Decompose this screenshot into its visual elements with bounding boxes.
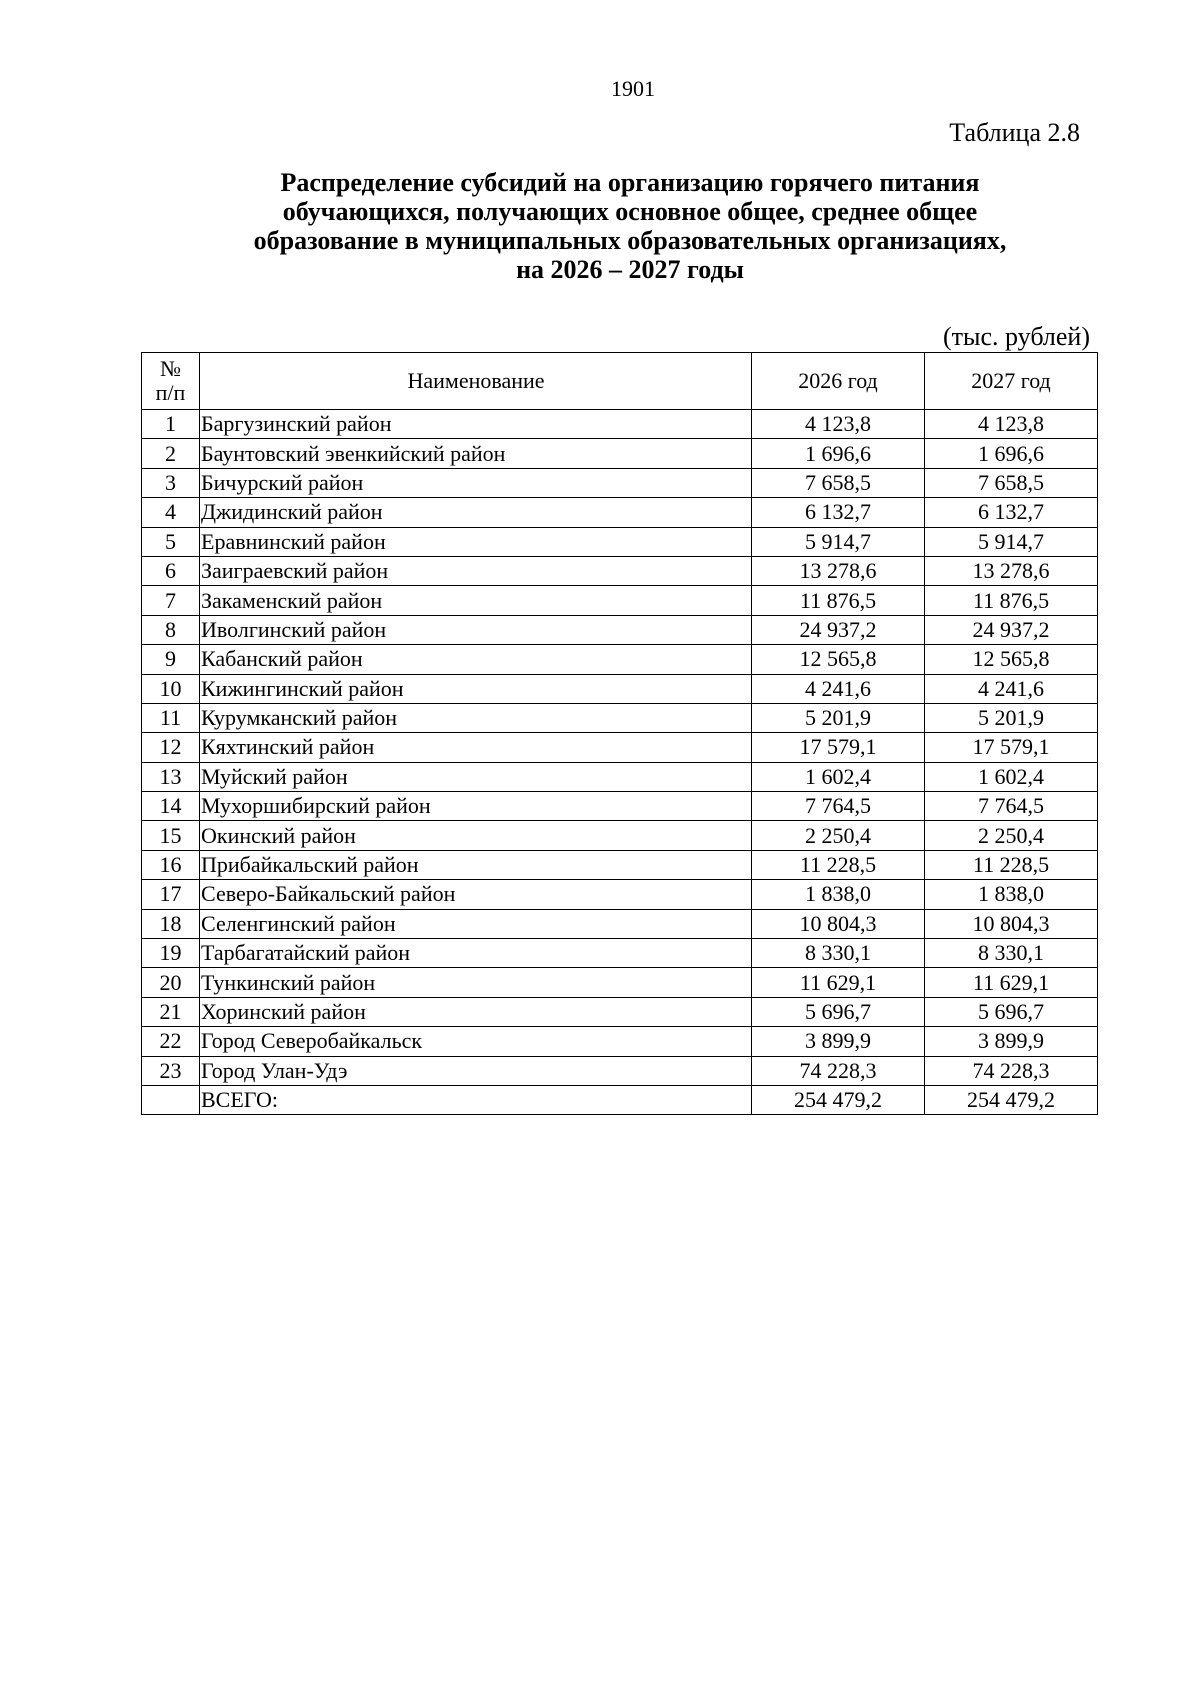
row-value-2027: 4 241,6 <box>925 674 1098 703</box>
row-value-2027: 11 876,5 <box>925 586 1098 615</box>
row-name: Муйский район <box>200 762 752 791</box>
row-number: 21 <box>142 997 200 1026</box>
row-name: Северо-Байкальский район <box>200 880 752 909</box>
header-number <box>142 353 200 410</box>
row-value-2027: 3 899,9 <box>925 1027 1098 1056</box>
table-label: Таблица 2.8 <box>949 118 1080 147</box>
row-number: 20 <box>142 968 200 997</box>
row-value-2027: 1 838,0 <box>925 880 1098 909</box>
row-name: Курумканский район <box>200 703 752 732</box>
row-value-2026: 11 228,5 <box>752 850 925 879</box>
row-value-2027: 8 330,1 <box>925 939 1098 968</box>
table-row <box>142 498 1098 527</box>
row-name: Иволгинский район <box>200 615 752 644</box>
table-row <box>142 468 1098 497</box>
row-name: Прибайкальский район <box>200 850 752 879</box>
row-value-2026: 12 565,8 <box>752 645 925 674</box>
row-name: Мухоршибирский район <box>200 792 752 821</box>
row-number: 8 <box>142 615 200 644</box>
header-number-line2: п/п <box>155 380 186 405</box>
row-value-2027: 6 132,7 <box>925 498 1098 527</box>
row-value-2027: 74 228,3 <box>925 1056 1098 1085</box>
row-value-2027: 5 696,7 <box>925 997 1098 1026</box>
row-number: 1 <box>142 410 200 439</box>
row-value-2026: 2 250,4 <box>752 821 925 850</box>
row-number: 2 <box>142 439 200 468</box>
row-number: 22 <box>142 1027 200 1056</box>
total-label: ВСЕГО: <box>200 1085 752 1114</box>
row-value-2026: 7 764,5 <box>752 792 925 821</box>
row-value-2027: 10 804,3 <box>925 909 1098 938</box>
row-value-2027: 4 123,8 <box>925 410 1098 439</box>
table-row <box>142 792 1098 821</box>
table-row <box>142 674 1098 703</box>
table-row <box>142 733 1098 762</box>
table-row <box>142 850 1098 879</box>
row-name: Заиграевский район <box>200 556 752 585</box>
header-number-line1: № <box>160 356 181 381</box>
row-value-2026: 11 629,1 <box>752 968 925 997</box>
row-value-2027: 24 937,2 <box>925 615 1098 644</box>
row-number: 6 <box>142 556 200 585</box>
row-name: Еравнинский район <box>200 527 752 556</box>
row-name: Хоринский район <box>200 997 752 1026</box>
table-row <box>142 703 1098 732</box>
row-number: 15 <box>142 821 200 850</box>
table-row <box>142 556 1098 585</box>
row-name: Тарбагатайский район <box>200 939 752 968</box>
row-value-2027: 5 201,9 <box>925 703 1098 732</box>
table-row <box>142 586 1098 615</box>
document-title <box>140 168 1120 284</box>
row-name: Кабанский район <box>200 645 752 674</box>
header-year-2026: 2026 год <box>752 353 925 410</box>
table-row <box>142 410 1098 439</box>
table-row <box>142 821 1098 850</box>
row-name: Тункинский район <box>200 968 752 997</box>
table-row <box>142 527 1098 556</box>
row-name: Селенгинский район <box>200 909 752 938</box>
total-value-2026: 254 479,2 <box>752 1085 925 1114</box>
table-row <box>142 939 1098 968</box>
row-value-2026: 24 937,2 <box>752 615 925 644</box>
total-number <box>142 1085 200 1114</box>
table-row <box>142 439 1098 468</box>
row-number: 23 <box>142 1056 200 1085</box>
row-name: Окинский район <box>200 821 752 850</box>
row-number: 5 <box>142 527 200 556</box>
row-number: 10 <box>142 674 200 703</box>
row-name: Баунтовский эвенкийский район <box>200 439 752 468</box>
row-value-2026: 8 330,1 <box>752 939 925 968</box>
row-value-2026: 5 201,9 <box>752 703 925 732</box>
row-name: Бичурский район <box>200 468 752 497</box>
row-number: 13 <box>142 762 200 791</box>
row-value-2027: 17 579,1 <box>925 733 1098 762</box>
table-row <box>142 880 1098 909</box>
page-number: 1901 <box>611 76 655 101</box>
row-value-2026: 17 579,1 <box>752 733 925 762</box>
header-row <box>142 353 1098 410</box>
row-value-2026: 1 838,0 <box>752 880 925 909</box>
table-row <box>142 997 1098 1026</box>
table-row <box>142 762 1098 791</box>
row-number: 9 <box>142 645 200 674</box>
table-row <box>142 645 1098 674</box>
title-line: образование в муниципальных образовательных организациях, <box>253 226 1007 255</box>
row-number: 4 <box>142 498 200 527</box>
header-year-2027: 2027 год <box>925 353 1098 410</box>
table-row <box>142 1027 1098 1056</box>
row-number: 14 <box>142 792 200 821</box>
row-name: Город Улан-Удэ <box>200 1056 752 1085</box>
row-value-2027: 12 565,8 <box>925 645 1098 674</box>
title-line: на 2026 – 2027 годы <box>516 255 744 284</box>
row-number: 19 <box>142 939 200 968</box>
title-line: Распределение субсидий на организацию горячего питания <box>280 168 980 197</box>
row-number: 3 <box>142 468 200 497</box>
row-value-2027: 1 602,4 <box>925 762 1098 791</box>
row-value-2026: 1 602,4 <box>752 762 925 791</box>
units-label: (тыс. рублей) <box>942 322 1090 351</box>
row-value-2027: 11 629,1 <box>925 968 1098 997</box>
row-value-2026: 74 228,3 <box>752 1056 925 1085</box>
row-name: Джидинский район <box>200 498 752 527</box>
row-value-2027: 11 228,5 <box>925 850 1098 879</box>
row-value-2027: 7 764,5 <box>925 792 1098 821</box>
row-value-2026: 4 123,8 <box>752 410 925 439</box>
row-value-2027: 1 696,6 <box>925 439 1098 468</box>
table-header <box>142 353 1098 410</box>
row-value-2026: 3 899,9 <box>752 1027 925 1056</box>
title-line: обучающихся, получающих основное общее, среднее общее <box>282 197 978 226</box>
row-value-2026: 13 278,6 <box>752 556 925 585</box>
row-number: 17 <box>142 880 200 909</box>
subsidy-table <box>141 352 1098 1115</box>
row-value-2026: 4 241,6 <box>752 674 925 703</box>
header-name: Наименование <box>200 353 752 410</box>
row-value-2026: 7 658,5 <box>752 468 925 497</box>
row-value-2027: 5 914,7 <box>925 527 1098 556</box>
total-row <box>142 1085 1098 1114</box>
total-value-2027: 254 479,2 <box>925 1085 1098 1114</box>
row-name: Кижингинский район <box>200 674 752 703</box>
row-value-2026: 10 804,3 <box>752 909 925 938</box>
table-row <box>142 909 1098 938</box>
row-value-2026: 1 696,6 <box>752 439 925 468</box>
row-value-2026: 5 696,7 <box>752 997 925 1026</box>
table-row <box>142 1056 1098 1085</box>
row-name: Город Северобайкальск <box>200 1027 752 1056</box>
row-number: 12 <box>142 733 200 762</box>
row-number: 16 <box>142 850 200 879</box>
row-number: 18 <box>142 909 200 938</box>
row-value-2026: 6 132,7 <box>752 498 925 527</box>
table-row <box>142 615 1098 644</box>
row-value-2026: 5 914,7 <box>752 527 925 556</box>
row-value-2027: 13 278,6 <box>925 556 1098 585</box>
table-row <box>142 968 1098 997</box>
row-name: Кяхтинский район <box>200 733 752 762</box>
row-number: 11 <box>142 703 200 732</box>
row-value-2027: 2 250,4 <box>925 821 1098 850</box>
row-value-2026: 11 876,5 <box>752 586 925 615</box>
row-name: Закаменский район <box>200 586 752 615</box>
row-value-2027: 7 658,5 <box>925 468 1098 497</box>
table-body <box>142 410 1098 1115</box>
row-name: Баргузинский район <box>200 410 752 439</box>
row-number: 7 <box>142 586 200 615</box>
